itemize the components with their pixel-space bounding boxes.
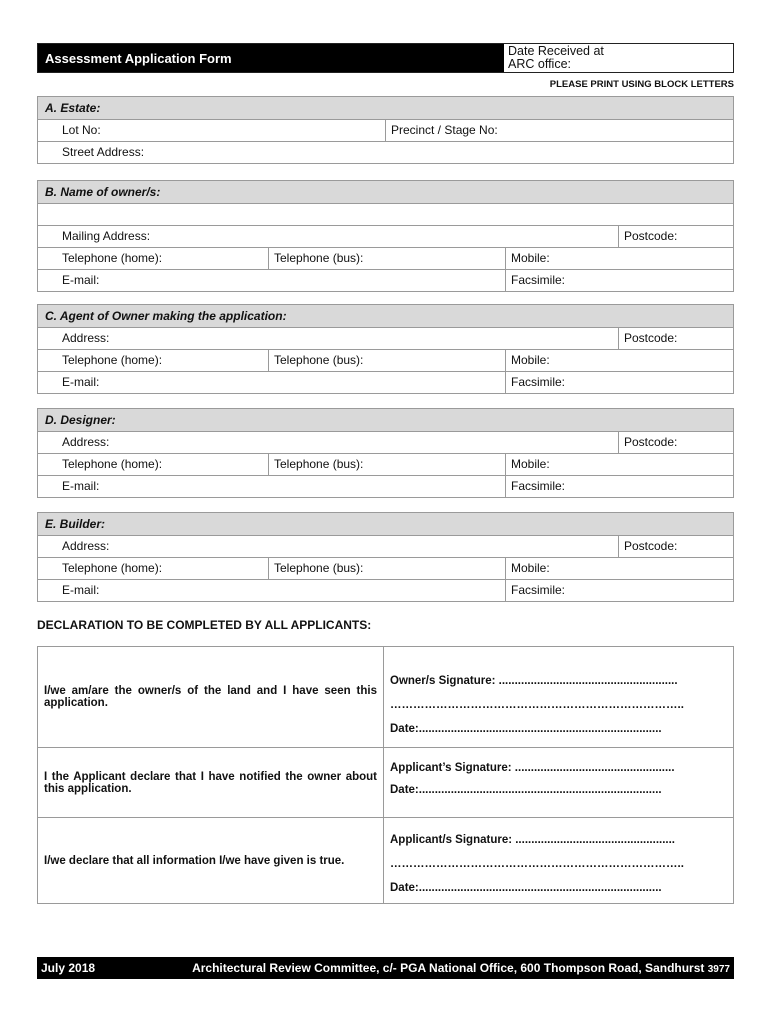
mobile-field[interactable]: Mobile: [505, 454, 733, 475]
applicant-signature-area[interactable] [384, 748, 733, 817]
form-title: Assessment Application Form [38, 44, 504, 72]
fax-field[interactable]: Facsimile: [505, 372, 733, 393]
address-field[interactable]: Address: [62, 435, 110, 449]
section-estate [37, 96, 734, 164]
section-title: B. Name of owner/s: [38, 181, 733, 204]
applicant-date-line[interactable]: Date:............................................................................ [390, 784, 662, 796]
applicant-signature-line[interactable]: Applicant’s Signature: .................................................. [390, 762, 675, 774]
precinct-field[interactable]: Precinct / Stage No: [385, 120, 733, 141]
fax-field[interactable]: Facsimile: [505, 270, 733, 291]
postcode-field[interactable]: Postcode: [618, 432, 733, 453]
info-signature-line[interactable]: Applicant/s Signature: .................................................. [390, 834, 675, 846]
info-signature-area[interactable] [384, 818, 733, 903]
print-instruction: PLEASE PRINT USING BLOCK LETTERS [549, 79, 734, 90]
tel-home-field[interactable]: Telephone (home): [62, 457, 163, 471]
fax-field[interactable]: Facsimile: [505, 580, 733, 601]
section-title: D. Designer: [38, 409, 733, 432]
mobile-field[interactable]: Mobile: [505, 248, 733, 269]
owner-statement: I/we am/are the owner/s of the land and I have seen this application. [38, 647, 384, 747]
footer-address: Architectural Review Committee, c/- PGA National Office, 600 Thompson Road, Sandhurst [192, 961, 705, 975]
mobile-field[interactable]: Mobile: [505, 558, 733, 579]
address-field[interactable]: Address: [62, 539, 110, 553]
section-agent [37, 304, 734, 394]
info-statement: I/we declare that all information I/we have given is true. [38, 818, 384, 903]
owner-declaration-row [38, 647, 733, 748]
footer-postcode: 3977 [707, 964, 730, 975]
applicant-statement: I the Applicant declare that I have notified the owner about this application. [38, 748, 384, 817]
footer-address-block [155, 961, 730, 975]
tel-bus-field[interactable]: Telephone (bus): [268, 350, 505, 371]
email-field[interactable]: E-mail: [62, 479, 100, 493]
section-owner [37, 180, 734, 292]
tel-bus-field[interactable]: Telephone (bus): [268, 454, 505, 475]
page-footer [37, 957, 734, 979]
owner-dots-line[interactable]: ………………………………………………………………….. [390, 699, 684, 711]
section-title: A. Estate: [38, 97, 733, 120]
email-field[interactable]: E-mail: [62, 583, 100, 597]
form-header [37, 43, 734, 73]
declaration-table [37, 646, 734, 904]
postcode-field[interactable]: Postcode: [618, 328, 733, 349]
info-dots-line[interactable]: ………………………………………………………………….. [390, 858, 684, 870]
mobile-field[interactable]: Mobile: [505, 350, 733, 371]
address-field[interactable]: Address: [62, 331, 110, 345]
section-title: E. Builder: [38, 513, 733, 536]
email-field[interactable]: E-mail: [62, 375, 100, 389]
section-title: C. Agent of Owner making the application: [38, 305, 733, 328]
fax-field[interactable]: Facsimile: [505, 476, 733, 497]
mailing-address-field[interactable]: Mailing Address: [62, 229, 151, 243]
date-received-field[interactable]: Date Received at ARC office: [508, 44, 604, 71]
section-builder [37, 512, 734, 602]
lot-no-field[interactable]: Lot No: [62, 123, 101, 137]
info-date-line[interactable]: Date:............................................................................ [390, 882, 662, 894]
owner-signature-line[interactable]: Owner/s Signature: ........................................................ [390, 675, 678, 687]
tel-home-field[interactable]: Telephone (home): [62, 353, 163, 367]
tel-bus-field[interactable]: Telephone (bus): [268, 558, 505, 579]
footer-date: July 2018 [41, 961, 96, 975]
section-designer [37, 408, 734, 498]
email-field[interactable]: E-mail: [62, 273, 100, 287]
tel-home-field[interactable]: Telephone (home): [62, 561, 163, 575]
postcode-field[interactable]: Postcode: [618, 226, 733, 247]
applicant-declaration-row [38, 748, 733, 818]
tel-bus-field[interactable]: Telephone (bus): [268, 248, 505, 269]
declaration-heading: DECLARATION TO BE COMPLETED BY ALL APPLICANTS: [37, 618, 372, 632]
street-address-field[interactable]: Street Address: [62, 145, 145, 159]
owner-name-field[interactable] [38, 204, 733, 226]
owner-date-line[interactable]: Date:............................................................................ [390, 723, 662, 735]
info-declaration-row [38, 818, 733, 903]
owner-signature-area[interactable] [384, 647, 733, 747]
postcode-field[interactable]: Postcode: [618, 536, 733, 557]
tel-home-field[interactable]: Telephone (home): [62, 251, 163, 265]
